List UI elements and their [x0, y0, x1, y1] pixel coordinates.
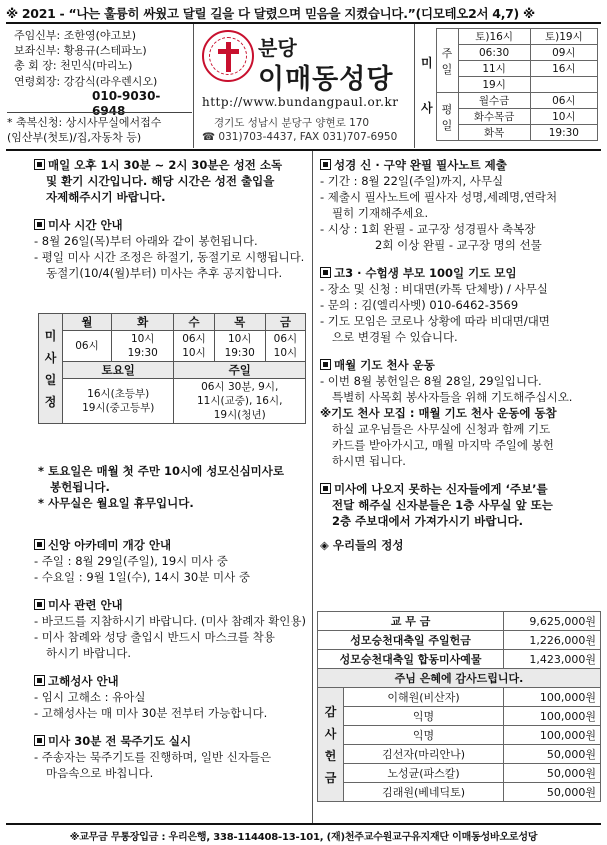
table-row: 감 사 헌 금 이해원(비산자) 100,000원 [318, 688, 601, 707]
section-title: 매일 오후 1시 30분 ~ 2시 30분은 성전 소독 [34, 157, 314, 173]
church-url[interactable]: http://www.bundangpaul.or.kr [202, 95, 399, 109]
notice-line: 카드를 받아가시고, 매월 마지막 주일에 봉헌 [332, 438, 554, 452]
day-header: 수 [174, 314, 214, 331]
cross-icon [226, 42, 231, 72]
weekday-label: 평 일 [436, 93, 458, 141]
notice-line: - 시상 : 1회 완필 - 교구장 성경필사 축복장 [320, 222, 536, 236]
right-column [320, 157, 602, 553]
notice-line: - 제출시 필사노트에 필사자 성명,세례명,연락처 [320, 190, 558, 204]
checkbox-icon [34, 539, 45, 550]
mass-cell: 화수목금 [458, 109, 530, 125]
schedule-side-label: 미 사 일 정 [39, 314, 63, 424]
table-row: 김선자(마리안나) 50,000원 [318, 745, 601, 764]
schedule-cell: 06시 30분, 9시, 11시(교중), 16시, 19시(청년) [174, 379, 306, 424]
table-row: 김래원(베네딕토) 50,000원 [318, 783, 601, 802]
mass-cell: 10시 [530, 109, 597, 125]
table-row: 주님 은혜에 감사드립니다. [318, 669, 601, 688]
notice-line: 및 환기 시간입니다. 해당 시간은 성전 출입을 [46, 174, 275, 188]
header-bottom-rule [6, 149, 601, 151]
footer-rule [6, 823, 601, 825]
table-row: 성모승천대축일 합동미사예물 1,423,000원 [318, 650, 601, 669]
church-name-line2: 이매동성당 [258, 64, 394, 95]
mass-cell: 09시 [530, 45, 597, 61]
notice-line: - 임시 고해소 : 유아실 [34, 690, 146, 704]
section-title: 미사 시간 안내 [34, 217, 314, 233]
day-header: 주일 [174, 362, 306, 379]
header-verse: ※ 2021 - “나는 훌륭히 싸웠고 달릴 길을 다 달렸으며 믿음을 지켰습니다.”(디모테오2서 4,7) ※ [6, 6, 535, 21]
offering-table [317, 611, 601, 802]
mass-schedule-table [38, 313, 306, 424]
mass-cell: 월수금 [458, 93, 530, 109]
staff-phone: 010-9030-6948 [92, 88, 161, 119]
section-title: 고해성사 안내 [34, 673, 314, 689]
section-title: 고3 · 수험생 부모 100일 기도 모임 [320, 265, 602, 281]
notice-line: 필히 기재해주세요. [332, 206, 429, 220]
notice-line: 마음속으로 바칩니다. [46, 766, 154, 780]
staff-row: 연령회장: 강감식(라우렌시오) [14, 74, 158, 88]
mass-cell: 19:30 [530, 125, 597, 141]
day-header: 목 [214, 314, 265, 331]
notice-line: * 토요일은 매월 첫 주만 10시에 성모신심미사로 [38, 464, 284, 478]
section-title: 미사 관련 안내 [34, 597, 314, 613]
blessing-note: * 축복신청: 상시사무실에서접수 (임산부(첫토)/집,자동차 등) [7, 112, 192, 145]
mass-cell: 19시 [458, 77, 530, 93]
notice-line: - 문의 : 김(엘리사벳) 010-6462-3569 [320, 298, 519, 312]
checkbox-icon [34, 675, 45, 686]
section-title: 미사 30분 전 묵주기도 실시 [34, 733, 314, 749]
notice-line: ※기도 천사 모집 : 매월 기도 천사 운동에 동참 [320, 406, 557, 420]
notice-line: 전달 해주실 신자분들은 1층 사무실 앞 또는 [332, 498, 553, 512]
notice-line: * 사무실은 월요일 휴무입니다. [38, 496, 194, 510]
left-column-sections [34, 537, 314, 781]
church-name-line1: 분당 [258, 36, 297, 60]
checkbox-icon [34, 219, 45, 230]
table-row: 익명 100,000원 [318, 707, 601, 726]
notice-line: - 기간 : 8월 22일(주일)까지, 사무실 [320, 174, 504, 188]
mass-cell: 토)16시 [458, 29, 530, 45]
left-column-lower [38, 463, 318, 511]
header-divider [414, 24, 415, 148]
notice-line: - 장소 및 신청 : 비대면(카톡 단체방) / 사무실 [320, 282, 548, 296]
header-divider [193, 24, 194, 148]
table-row: 익명 100,000원 [318, 726, 601, 745]
table-row: 노성균(파스칼) 50,000원 [318, 764, 601, 783]
notice-line: - 수요일 : 9월 1일(수), 14시 30분 미사 중 [34, 570, 250, 584]
footer-bank-info: ※교무금 무통장입금 : 우리은행, 338-114408-13-101, (재)천주교수원교구유지재단 이매동성바오로성당 [69, 832, 538, 843]
notice-line: - 고해성사는 매 미사 30분 전부터 가능합니다. [34, 706, 268, 720]
mass-cell: 06:30 [458, 45, 530, 61]
notice-line: - 이번 8월 봉헌일은 8월 28일, 29일입니다. [320, 374, 542, 388]
checkbox-icon [34, 159, 45, 170]
table-row: 교 무 금 9,625,000원 [318, 612, 601, 631]
church-address: 경기도 성남시 분당구 양현로 170 [214, 117, 370, 129]
column-divider [312, 151, 313, 823]
left-column [34, 157, 314, 281]
notice-line: 으로 변경될 수 있습니다. [332, 330, 458, 344]
mass-label: 미 사 [420, 55, 433, 115]
staff-row: 총 회 장: 천민식(마리노) [14, 59, 133, 73]
section-title: 신앙 아카데미 개강 안내 [34, 537, 314, 553]
notice-line: 하시기 바랍니다. [46, 646, 132, 660]
notice-line: - 바코드를 지참하시기 바랍니다. (미사 참례자 확인용) [34, 614, 306, 628]
staff-row: 주임신부: 조한영(야고보) [14, 29, 137, 42]
day-header: 월 [63, 314, 112, 331]
notice-line: - 주송자는 묵주기도를 진행하며, 일반 신자들은 [34, 750, 272, 764]
checkbox-icon [34, 599, 45, 610]
notice-line: 2회 이상 완필 - 교구장 명의 선물 [375, 238, 542, 252]
mass-cell: 16시 [530, 61, 597, 77]
notice-line: - 8월 26일(목)부터 아래와 같이 봉헌됩니다. [34, 234, 258, 248]
notice-line: - 기도 모임은 코로나 상황에 따라 비대면/대면 [320, 314, 550, 328]
notice-line: 동절기(10/4(월)부터) 미사는 추후 공지합니다. [46, 266, 283, 280]
notice-line: 특별히 사목회 봉사자들을 위해 기도해주십시오. [332, 390, 573, 404]
schedule-cell: 06시 [63, 331, 112, 362]
mass-times-table [418, 28, 598, 141]
schedule-cell: 10시 19:30 [214, 331, 265, 362]
day-header: 토요일 [63, 362, 174, 379]
schedule-cell: 10시 19:30 [111, 331, 173, 362]
section-title: 성경 신 · 구약 완필 필사노트 제출 [320, 157, 602, 173]
notice-line: 2층 주보대에서 가져가시기 바랍니다. [332, 514, 524, 528]
checkbox-icon [320, 267, 331, 278]
church-phone: ☎ 031)703-4437, FAX 031)707-6950 [202, 131, 398, 143]
schedule-cell: 06시 10시 [265, 331, 305, 362]
cross-icon-bar [218, 49, 239, 54]
offering-title: ◈ 우리들의 정성 [320, 538, 404, 552]
sunday-label: 주 일 [436, 29, 458, 93]
header-rule [6, 22, 601, 24]
mass-cell: 06시 [530, 93, 597, 109]
notice-line: 하시면 됩니다. [332, 454, 406, 468]
day-header: 화 [111, 314, 173, 331]
notice-line: 하실 교우님들은 사무실에 신청과 함께 기도 [332, 422, 551, 436]
notice-line: - 평일 미사 시간 조정은 하절기, 동절기로 시행됩니다. [34, 250, 305, 264]
mass-cell: 11시 [458, 61, 530, 77]
notice-line: - 미사 참례와 성당 출입시 반드시 마스크를 착용 [34, 630, 275, 644]
checkbox-icon [320, 483, 331, 494]
church-logo [202, 30, 254, 82]
section-title: 매월 기도 천사 운동 [320, 357, 602, 373]
notice-line: - 주일 : 8월 29일(주일), 19시 미사 중 [34, 554, 228, 568]
checkbox-icon [320, 359, 331, 370]
schedule-cell: 06시 10시 [174, 331, 214, 362]
checkbox-icon [320, 159, 331, 170]
section-title: 미사에 나오지 못하는 신자들에게 ‘주보’를 [320, 481, 602, 497]
mass-cell: 화목 [458, 125, 530, 141]
table-row: 성모승천대축일 주일헌금 1,226,000원 [318, 631, 601, 650]
day-header: 금 [265, 314, 305, 331]
staff-list [14, 28, 189, 119]
staff-row: 보좌신부: 황용규(스테파노) [14, 44, 147, 58]
checkbox-icon [34, 735, 45, 746]
mass-cell: 토)19시 [530, 29, 597, 45]
notice-line: 자제해주시기 바랍니다. [46, 190, 166, 204]
mass-cell [530, 77, 597, 93]
schedule-cell: 16시(초등부) 19시(중고등부) [63, 379, 174, 424]
notice-line: 봉헌됩니다. [50, 480, 110, 494]
